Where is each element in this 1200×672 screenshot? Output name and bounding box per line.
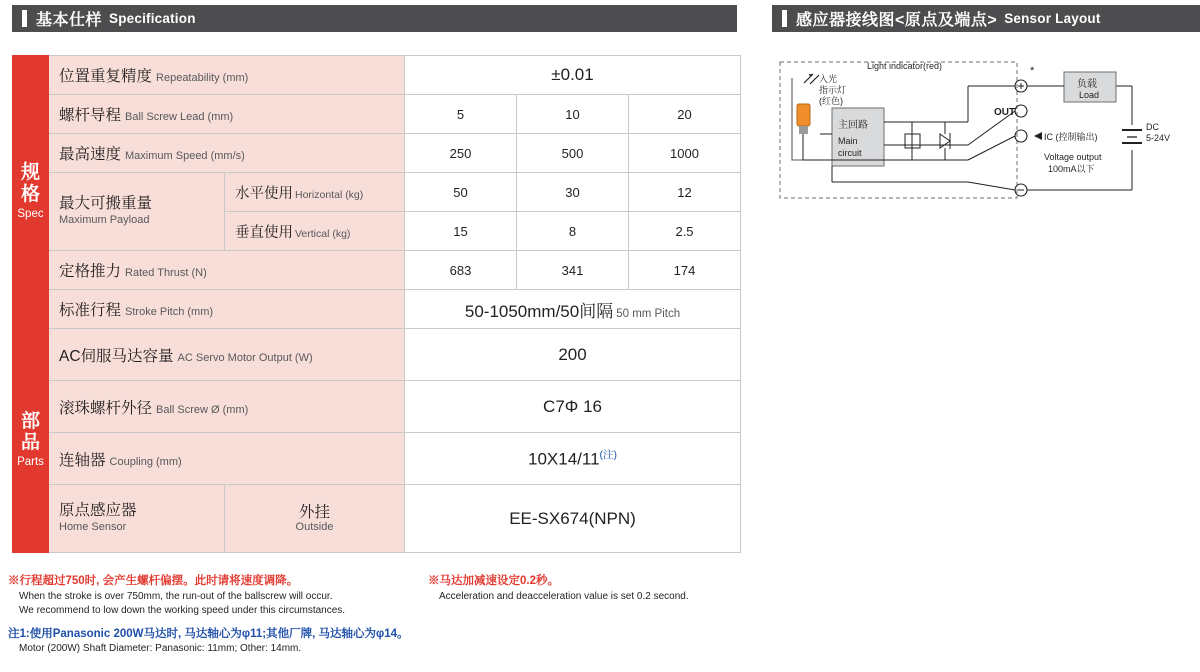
row-sublabel-outside-cn: 外挂 xyxy=(299,503,331,521)
specification-table xyxy=(12,55,741,553)
footnote-3-cn: ※马达加减速设定0.2秒。 xyxy=(428,575,559,587)
header-accent-bar xyxy=(782,10,787,27)
value-stroke-pitch-main: 50-1050mm/50间隔 xyxy=(464,301,614,321)
footnote-3 xyxy=(428,573,758,604)
value-speed-3: 1000 xyxy=(629,134,741,173)
row-label-coupling-cn: 连轴器 xyxy=(59,451,106,469)
table-row xyxy=(13,173,741,212)
row-sublabel-vertical-cn: 垂直使用 xyxy=(235,224,293,241)
row-label-ball-screw-lead-en: Ball Screw Lead (mm) xyxy=(125,111,234,123)
row-sublabel-horizontal-en: Horizontal (kg) xyxy=(295,188,364,201)
footnote-3-en: Acceleration and deacceleration value is set 0.2 second. xyxy=(439,590,689,602)
row-label-motor-output xyxy=(49,329,405,381)
value-vertical-2: 8 xyxy=(517,212,629,251)
row-label-ball-screw-dia-en: Ball Screw Ø (mm) xyxy=(156,403,249,416)
value-motor-output: 200 xyxy=(405,329,741,381)
value-speed-1: 250 xyxy=(405,134,517,173)
row-label-max-speed xyxy=(49,134,405,173)
table-row xyxy=(13,329,741,381)
row-label-rated-thrust-cn: 定格推力 xyxy=(59,263,122,280)
section-header-sensor-en: Sensor Layout xyxy=(1004,11,1101,26)
value-thrust-2: 341 xyxy=(517,251,629,290)
row-label-ball-screw-dia xyxy=(49,381,405,433)
value-coupling-text: 10X14/11 xyxy=(528,449,600,469)
value-coupling xyxy=(405,433,741,485)
diode-icon xyxy=(940,134,950,148)
value-horizontal-2: 30 xyxy=(517,173,629,212)
row-label-repeatability-en: Repeatability (mm) xyxy=(156,72,249,84)
side-label-parts-cn: 部品 xyxy=(20,410,40,454)
row-label-home-sensor-en: Home Sensor xyxy=(59,521,127,534)
value-ball-screw-dia: C7Φ 16 xyxy=(405,381,741,433)
row-label-motor-output-en: AC Servo Motor Output (W) xyxy=(177,351,313,364)
table-row xyxy=(13,433,741,485)
value-lead-2: 10 xyxy=(517,95,629,134)
row-label-coupling xyxy=(49,433,405,485)
row-label-stroke-pitch-en: Stroke Pitch (mm) xyxy=(125,306,214,318)
label-main-circuit-cn: 主回路 xyxy=(838,120,868,131)
side-label-spec-en: Spec xyxy=(17,207,44,220)
label-light-indicator-cn2: 指示灯 xyxy=(819,85,847,95)
side-label-parts-en: Parts xyxy=(17,456,44,469)
row-label-repeatability-cn: 位置重复精度 xyxy=(59,68,153,85)
section-header-sensor-cn: 感应器接线图<原点及端点> xyxy=(796,12,998,29)
footnote-2-cn: 注1:使用Panasonic 200W马达时, 马达轴心为φ11;其他厂牌, 马达轴心为φ14。 xyxy=(8,627,409,640)
side-label-spec-cn: 规格 xyxy=(20,162,40,205)
table-row xyxy=(13,290,741,329)
section-header-specification xyxy=(12,5,737,32)
footnote-2-en: Motor (200W) Shaft Diameter: Panasonic: 11mm; Other: 14mm. xyxy=(19,643,302,655)
row-label-motor-output-cn: AC伺服马达容量 xyxy=(59,347,174,365)
label-light-indicator: Light indicator(red) xyxy=(867,61,943,71)
header-accent-bar xyxy=(22,10,27,27)
row-label-ball-screw-lead-cn: 螺杆导程 xyxy=(59,107,122,124)
wire-minus xyxy=(968,182,1015,190)
label-current-limit: 100mA以下 xyxy=(1048,164,1095,174)
section-header-specification-cn: 基本仕样 xyxy=(36,12,103,29)
row-label-max-speed-en: Maximum Speed (mm/s) xyxy=(125,150,245,162)
side-label-spec xyxy=(13,56,49,329)
value-lead-3: 20 xyxy=(629,95,741,134)
section-header-sensor-layout xyxy=(772,5,1200,32)
row-label-stroke-pitch-cn: 标准行程 xyxy=(59,302,122,319)
table-row xyxy=(13,251,741,290)
row-sublabel-outside-en: Outside xyxy=(295,521,334,534)
row-label-stroke-pitch xyxy=(49,290,405,329)
value-home-sensor: EE-SX674(NPN) xyxy=(405,485,741,553)
specification-table-wrap xyxy=(12,55,740,553)
sensor-wiring-diagram xyxy=(772,50,1192,210)
value-stroke-pitch xyxy=(405,290,741,329)
row-label-max-speed-cn: 最高速度 xyxy=(59,146,122,163)
footnotes xyxy=(8,573,748,656)
row-label-ball-screw-lead xyxy=(49,95,405,134)
value-coupling-note-mark: (注) xyxy=(599,449,618,462)
label-dc-range: 5-24V xyxy=(1146,133,1171,143)
row-label-home-sensor-cn: 原点感应器 xyxy=(59,502,137,520)
sensor-diagram-svg xyxy=(772,50,1192,210)
ic-arrow-icon xyxy=(1034,132,1042,140)
label-load-cn: 负载 xyxy=(1077,79,1097,90)
value-horizontal-3: 12 xyxy=(629,173,741,212)
row-label-home-sensor xyxy=(49,485,225,553)
footnote-1-en-line2: We recommend to low down the working speed under this circumstances. xyxy=(19,604,346,616)
footnote-1-cn: ※行程超过750时, 会产生螺杆偏摆。此时请将速度调降。 xyxy=(8,575,299,587)
row-label-rated-thrust xyxy=(49,251,405,290)
label-main-circuit-en1: Main xyxy=(838,136,858,146)
row-sublabel-vertical-en: Vertical (kg) xyxy=(295,227,351,240)
footnote-1-en-line1: When the stroke is over 750mm, the run-out of the ballscrew will occur. xyxy=(19,590,333,602)
row-sublabel-vertical xyxy=(225,212,405,251)
value-stroke-pitch-sub: 50 mm Pitch xyxy=(616,307,681,320)
row-label-rated-thrust-en: Rated Thrust (N) xyxy=(125,267,207,279)
value-horizontal-1: 50 xyxy=(405,173,517,212)
table-row xyxy=(13,381,741,433)
row-label-max-payload-cn: 最大可搬重量 xyxy=(59,195,153,213)
sensor-enclosure-outline xyxy=(780,62,1017,198)
value-thrust-3: 174 xyxy=(629,251,741,290)
table-row xyxy=(13,95,741,134)
label-dc: DC xyxy=(1146,122,1159,132)
section-header-specification-en: Specification xyxy=(109,11,196,26)
value-repeatability: ±0.01 xyxy=(405,56,741,95)
value-vertical-3: 2.5 xyxy=(629,212,741,251)
table-row xyxy=(13,56,741,95)
terminal-out xyxy=(1015,105,1027,117)
label-load-en: Load xyxy=(1079,90,1100,100)
table-row xyxy=(13,485,741,553)
value-vertical-1: 15 xyxy=(405,212,517,251)
side-label-parts xyxy=(13,329,49,553)
row-label-max-payload xyxy=(49,173,225,251)
label-ic: IC (控制输出) xyxy=(1044,132,1098,142)
row-label-ball-screw-dia-cn: 滚珠螺杆外径 xyxy=(59,399,153,417)
row-sublabel-outside xyxy=(225,485,405,553)
label-light-indicator-cn3: (红色) xyxy=(819,96,843,106)
label-asterisk: * xyxy=(1030,65,1035,77)
value-speed-2: 500 xyxy=(517,134,629,173)
row-sublabel-horizontal-cn: 水平使用 xyxy=(235,185,293,202)
value-lead-1: 5 xyxy=(405,95,517,134)
table-row xyxy=(13,134,741,173)
label-voltage-output: Voltage output xyxy=(1044,152,1102,162)
row-label-max-payload-en: Maximum Payload xyxy=(59,214,150,227)
row-label-repeatability xyxy=(49,56,405,95)
led-base-icon xyxy=(799,126,808,134)
led-indicator-icon xyxy=(797,104,810,126)
label-light-indicator-cn1: 入光 xyxy=(819,74,838,84)
value-thrust-1: 683 xyxy=(405,251,517,290)
label-out: OUT xyxy=(994,107,1016,118)
footnote-2 xyxy=(8,626,748,657)
row-sublabel-horizontal xyxy=(225,173,405,212)
label-main-circuit-en2: circuit xyxy=(838,148,862,158)
row-label-coupling-en: Coupling (mm) xyxy=(109,455,182,468)
